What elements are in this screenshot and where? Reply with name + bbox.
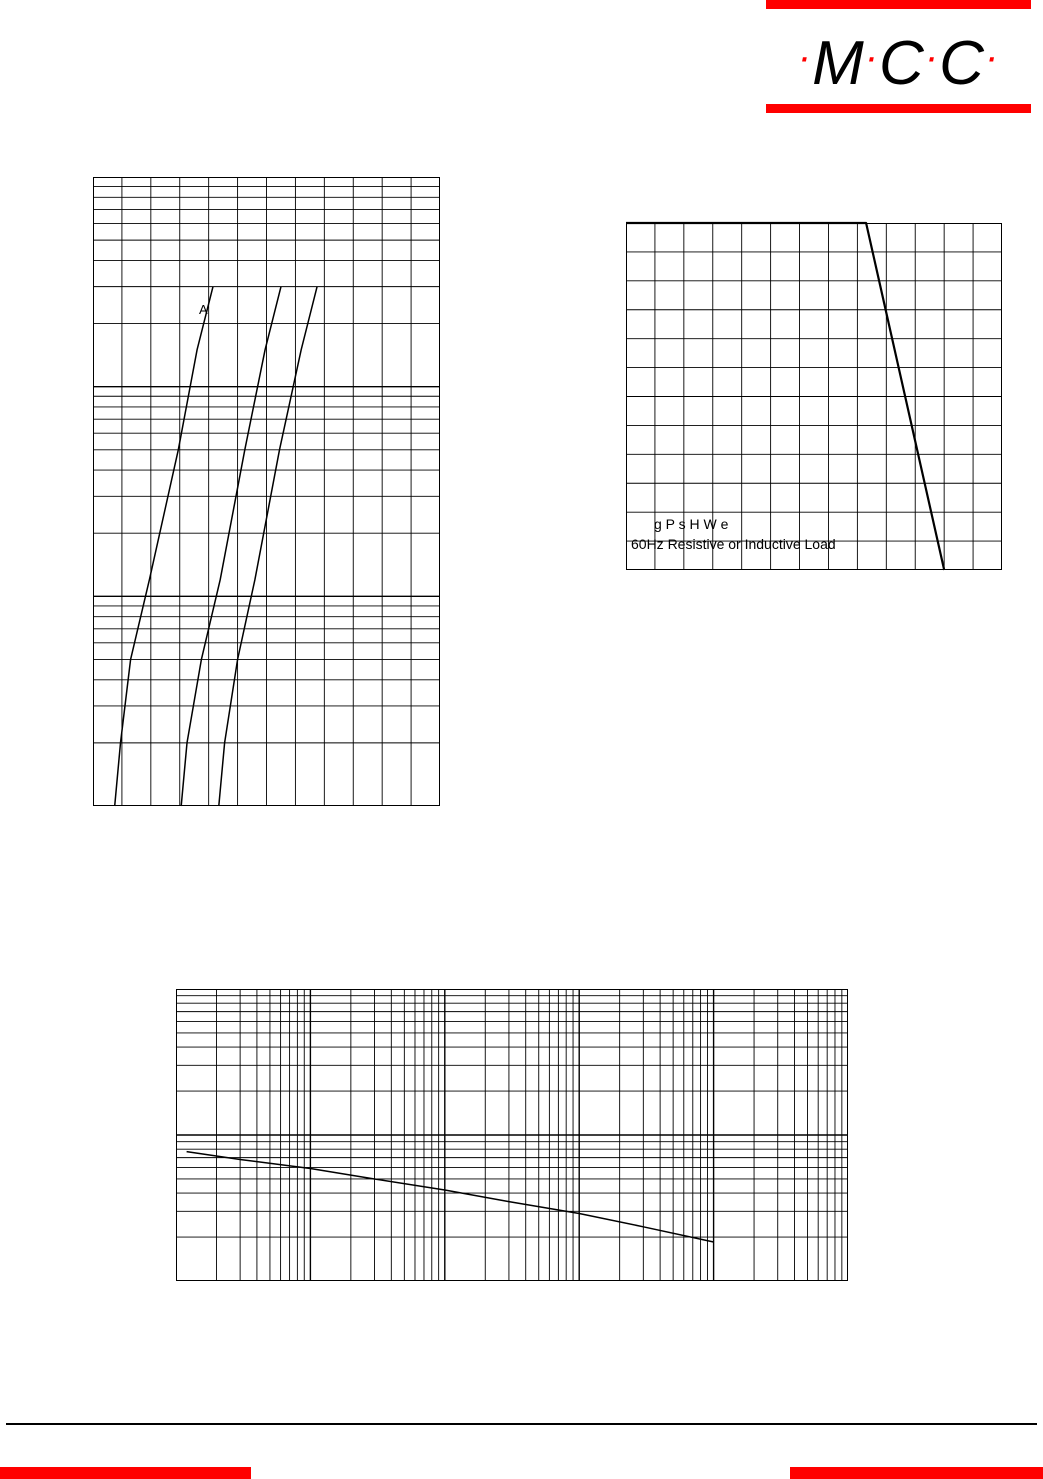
footer-accent-bar-left xyxy=(0,1467,251,1479)
forward-characteristic-chart xyxy=(93,177,440,806)
logo-text xyxy=(766,22,1031,99)
series-line-1 xyxy=(187,1152,714,1242)
series-line-1 xyxy=(115,287,213,806)
derating-curve-chart xyxy=(626,223,1002,570)
logo-bottom-bar xyxy=(766,104,1031,113)
grid xyxy=(176,989,848,1281)
capacitance-chart xyxy=(176,989,848,1281)
mcc-logo xyxy=(766,0,1031,115)
logo-dot: · xyxy=(924,35,940,79)
grid xyxy=(93,177,440,806)
footer-divider xyxy=(6,1423,1037,1425)
logo-dot: · xyxy=(864,35,880,79)
series-group xyxy=(115,287,317,806)
logo-dot: · xyxy=(797,35,813,79)
logo-letter-m: M xyxy=(812,29,865,98)
annotation-label: A xyxy=(199,302,208,317)
footer-accent-bar-right xyxy=(790,1467,1043,1479)
logo-top-bar xyxy=(766,0,1031,9)
annotation-load: 60Hz Resistive or Inductive Load xyxy=(631,536,836,552)
logo-dot: · xyxy=(984,35,1000,79)
logo-letter-c: C xyxy=(879,29,925,98)
series-line-3 xyxy=(219,287,317,806)
series-group xyxy=(187,1152,714,1242)
series-line-2 xyxy=(181,287,281,806)
logo-letter-c: C xyxy=(939,29,985,98)
annotation-condition: g P s H W e xyxy=(654,516,729,532)
